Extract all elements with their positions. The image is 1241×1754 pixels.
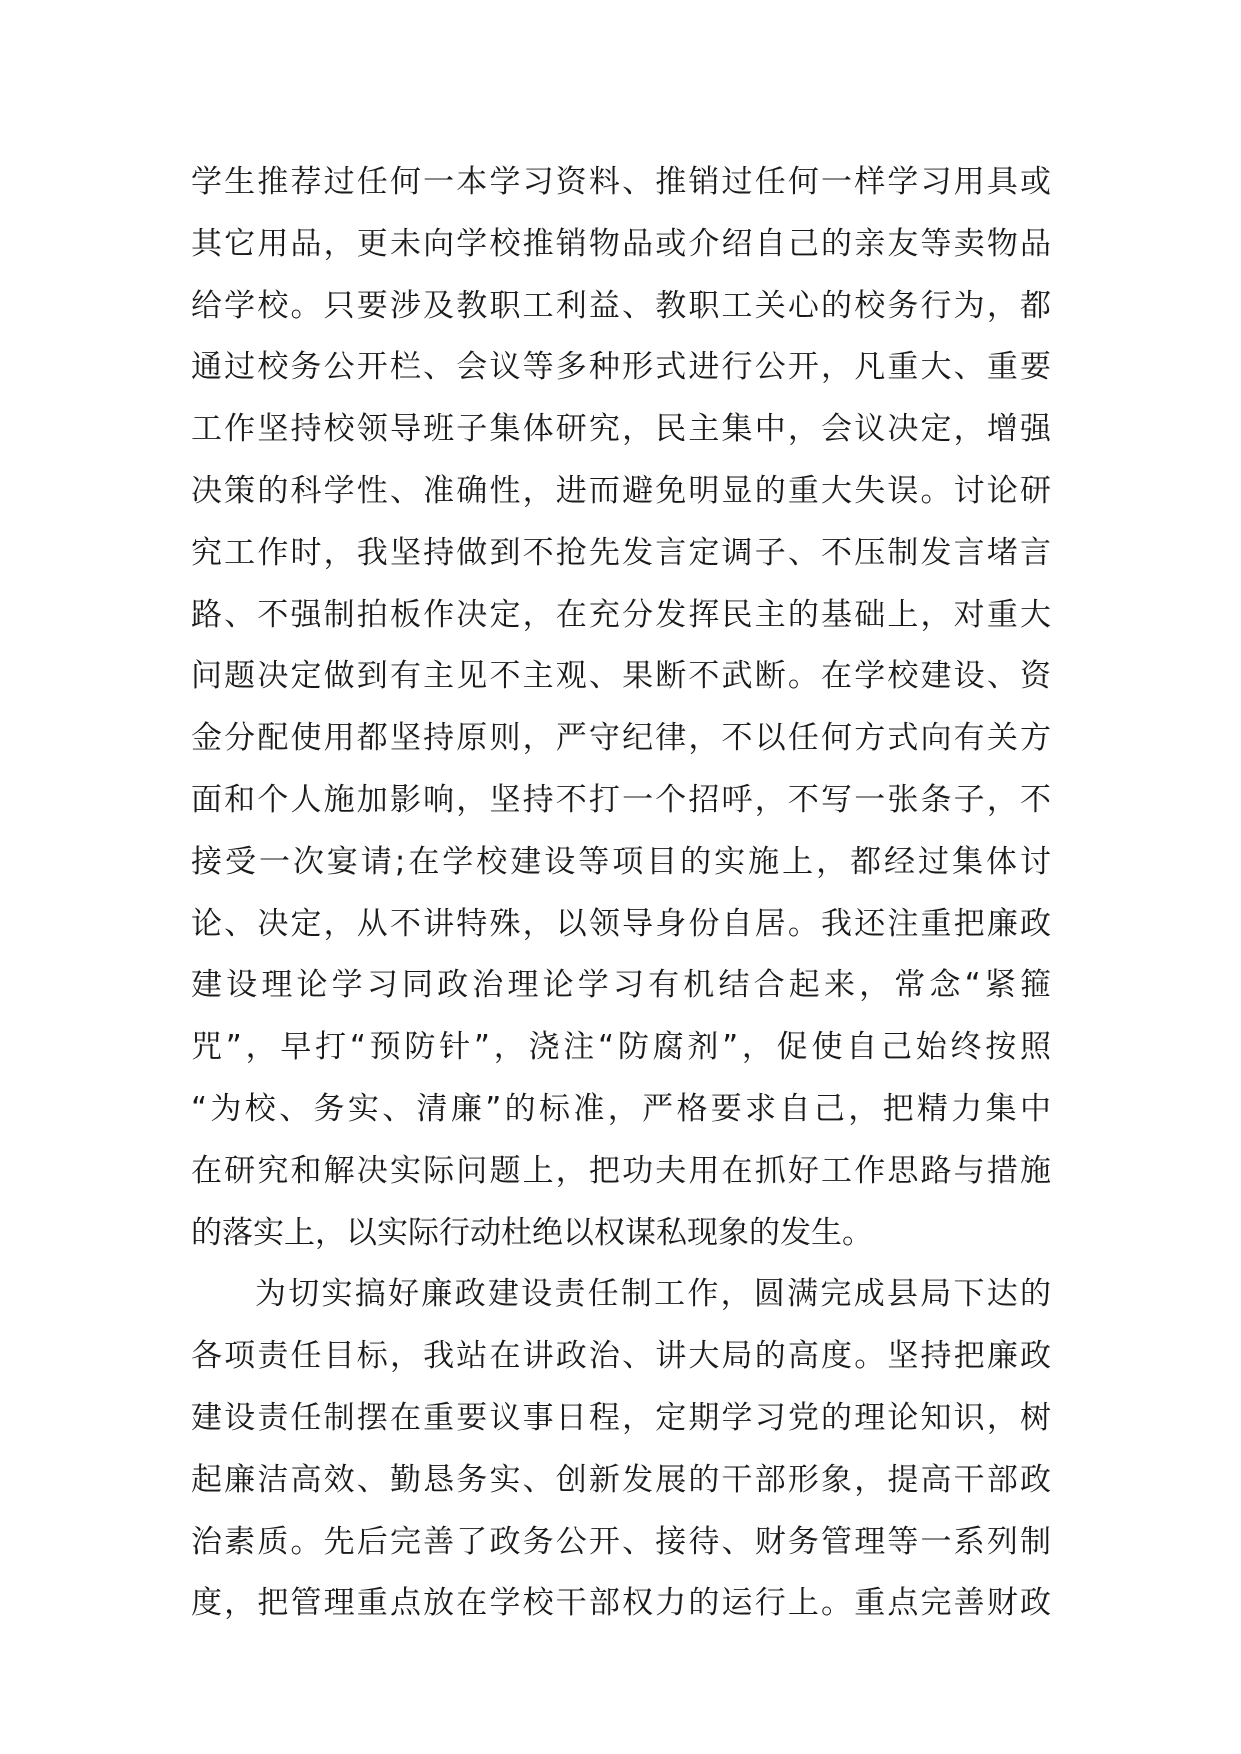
paragraph-line: 究工作时，我坚持做到不抢先发言定调子、不压制发言堵言 (191, 534, 1051, 571)
paragraph-line: 的落实上，以实际行动杜绝以权谋私现象的发生。 (191, 1214, 873, 1251)
paragraph-line: 为切实搞好廉政建设责任制工作，圆满完成县局下达的 (255, 1276, 1051, 1313)
paragraph-line: 建设责任制摆在重要议事日程，定期学习党的理论知识，树 (191, 1399, 1051, 1436)
paragraph-line: 在研究和解决实际问题上，把功夫用在抓好工作思路与措施 (191, 1152, 1051, 1189)
paragraph-line: 工作坚持校领导班子集体研究，民主集中，会议决定，增强 (191, 411, 1051, 448)
paragraph-line: 度，把管理重点放在学校干部权力的运行上。重点完善财政 (191, 1585, 1051, 1622)
paragraph-line: 通过校务公开栏、会议等多种形式进行公开，凡重大、重要 (191, 349, 1051, 386)
paragraph-line: 咒”，早打“预防针”，浇注“防腐剂”，促使自己始终按照 (191, 1029, 1051, 1066)
paragraph-line: 路、不强制拍板作决定，在充分发挥民主的基础上，对重大 (191, 596, 1051, 633)
paragraph-line: 各项责任目标，我站在讲政治、讲大局的高度。坚持把廉政 (191, 1338, 1051, 1375)
paragraph-line: 论、决定，从不讲特殊，以领导身份自居。我还注重把廉政 (191, 905, 1051, 942)
paragraph-line: 给学校。只要涉及教职工利益、教职工关心的校务行为，都 (191, 287, 1051, 324)
paragraph-line: 问题决定做到有主见不主观、果断不武断。在学校建设、资 (191, 658, 1051, 695)
paragraph-line: 面和个人施加影响，坚持不打一个招呼，不写一张条子，不 (191, 781, 1051, 818)
paragraph-line: 建设理论学习同政治理论学习有机结合起来，常念“紧箍 (191, 967, 1051, 1004)
paragraph-line: 接受一次宴请;在学校建设等项目的实施上，都经过集体讨 (191, 843, 1051, 880)
document-body (191, 152, 1051, 1635)
paragraph-2 (191, 1264, 1051, 1635)
paragraph-line: 金分配使用都坚持原则，严守纪律，不以任何方式向有关方 (191, 720, 1051, 757)
paragraph-line: 其它用品，更未向学校推销物品或介绍自己的亲友等卖物品 (191, 225, 1051, 262)
paragraph-line: 治素质。先后完善了政务公开、接待、财务管理等一系列制 (191, 1523, 1051, 1560)
paragraph-line: “为校、务实、清廉”的标准，严格要求自己，把精力集中 (191, 1090, 1051, 1127)
paragraph-1 (191, 152, 1051, 1264)
paragraph-line: 决策的科学性、准确性，进而避免明显的重大失误。讨论研 (191, 472, 1051, 509)
paragraph-line: 学生推荐过任何一本学习资料、推销过任何一样学习用具或 (191, 164, 1051, 200)
paragraph-line: 起廉洁高效、勤恳务实、创新发展的干部形象，提高干部政 (191, 1461, 1051, 1498)
